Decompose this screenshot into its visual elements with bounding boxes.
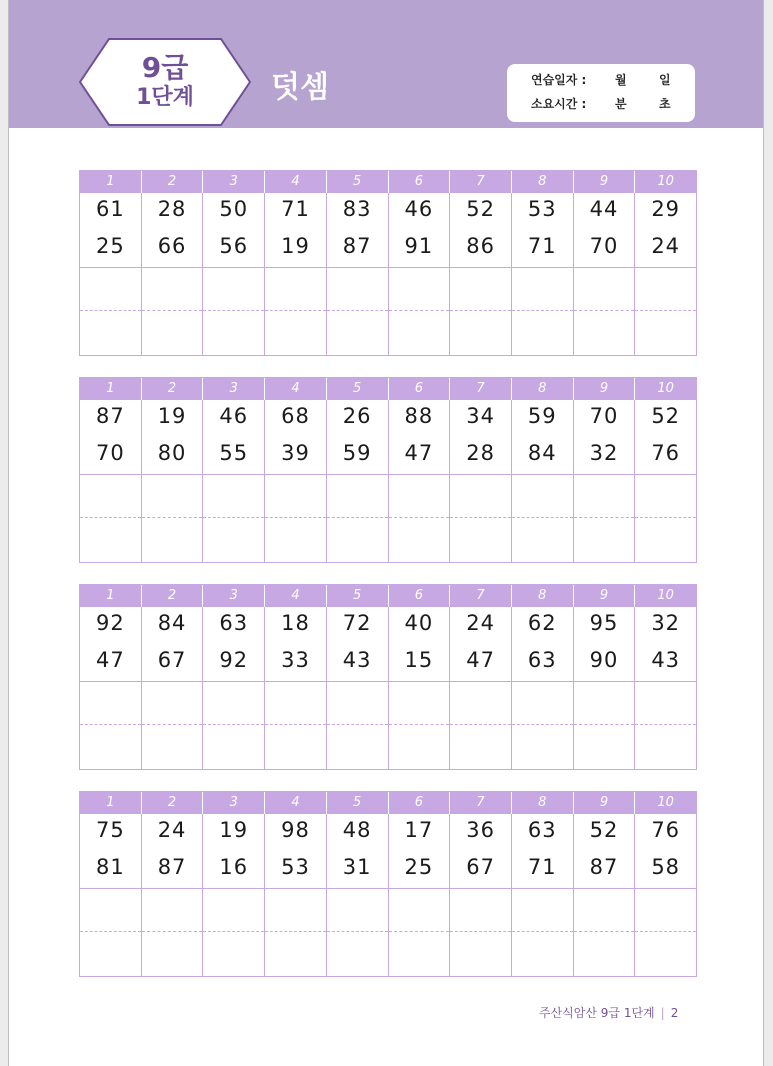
column-number: 9 (574, 171, 636, 193)
addend-value: 24 (157, 818, 187, 842)
column-number: 3 (203, 171, 265, 193)
addend-value: 53 (527, 197, 557, 221)
drill-table (79, 170, 697, 356)
answer-box[interactable] (450, 681, 511, 725)
addend-value: 70 (589, 234, 619, 258)
answer-box[interactable] (574, 474, 635, 518)
problem-column (574, 607, 636, 769)
addend-value: 40 (404, 611, 434, 635)
addend-value: 32 (589, 441, 619, 465)
problem-column (635, 814, 696, 976)
problem-column (203, 400, 265, 562)
answer-box[interactable] (450, 474, 511, 518)
column-number-row (80, 171, 696, 193)
addend-value: 47 (95, 648, 125, 672)
answer-box[interactable] (574, 267, 635, 311)
problem-column (574, 193, 636, 355)
addend-value: 25 (404, 855, 434, 879)
answer-box[interactable] (389, 681, 450, 725)
problem-column (265, 814, 327, 976)
problem-column (203, 814, 265, 976)
addend-value: 17 (404, 818, 434, 842)
addend-value: 71 (281, 197, 310, 221)
column-number: 2 (142, 792, 204, 814)
addend-value: 26 (342, 404, 372, 428)
column-number: 6 (389, 585, 451, 607)
answer-box[interactable] (389, 474, 450, 518)
addend-value: 59 (342, 441, 372, 465)
column-number: 10 (657, 381, 674, 396)
addend-value: 67 (157, 648, 187, 672)
column-number: 8 (512, 792, 574, 814)
answer-box[interactable] (574, 888, 635, 932)
answer-box[interactable] (512, 888, 573, 932)
drill-body (80, 814, 696, 976)
answer-box[interactable] (142, 888, 203, 932)
column-number: 5 (327, 171, 389, 193)
column-number-row (80, 378, 696, 400)
problem-column (80, 814, 142, 976)
answer-box[interactable] (80, 681, 141, 725)
problem-column (450, 607, 512, 769)
addend-value: 71 (527, 234, 557, 258)
addend-value: 52 (589, 818, 619, 842)
addend-value: 59 (527, 404, 557, 428)
addend-value: 25 (95, 234, 125, 258)
addend-value: 92 (95, 611, 125, 635)
addend-value: 63 (219, 611, 249, 635)
problem-column (142, 400, 204, 562)
elapsed-time-label: 소요시간 : (531, 97, 587, 111)
addend-value: 31 (342, 855, 372, 879)
addend-value: 84 (527, 441, 557, 465)
addend-value: 87 (342, 234, 372, 258)
column-number: 8 (512, 585, 574, 607)
stage-label: 1단계 (136, 85, 194, 110)
addend-value: 47 (466, 648, 495, 672)
column-number: 10 (657, 174, 674, 189)
addend-value: 19 (219, 818, 249, 842)
column-number: 8 (512, 171, 574, 193)
answer-box[interactable] (265, 888, 326, 932)
problem-column (327, 400, 389, 562)
page-title: 덧셈 (271, 70, 329, 105)
column-number: 6 (389, 378, 451, 400)
answer-box[interactable] (327, 474, 388, 518)
problem-column (635, 193, 696, 355)
addend-value: 92 (219, 648, 249, 672)
addend-value: 95 (589, 611, 619, 635)
elapsed-time-row (507, 95, 695, 115)
column-number: 3 (203, 378, 265, 400)
answer-box[interactable] (635, 888, 696, 932)
answer-box[interactable] (327, 267, 388, 311)
addend-value: 72 (342, 611, 372, 635)
addend-value: 87 (95, 404, 125, 428)
answer-box[interactable] (327, 888, 388, 932)
addend-value: 58 (651, 855, 681, 879)
answer-box[interactable] (142, 474, 203, 518)
column-number: 5 (327, 378, 389, 400)
column-number: 1 (80, 171, 142, 193)
addend-value: 43 (342, 648, 372, 672)
column-number: 10 (657, 588, 674, 603)
level-label: 9급 (141, 51, 189, 84)
practice-date-label: 연습일자 : (531, 73, 587, 87)
problem-column (80, 193, 142, 355)
problem-column (80, 400, 142, 562)
addend-value: 46 (219, 404, 249, 428)
addend-value: 52 (466, 197, 495, 221)
problem-column (512, 400, 574, 562)
addend-value: 28 (157, 197, 187, 221)
answer-box[interactable] (389, 888, 450, 932)
column-number: 7 (450, 585, 512, 607)
addend-value: 39 (281, 441, 310, 465)
column-number: 1 (80, 792, 142, 814)
answer-box[interactable] (574, 681, 635, 725)
problem-column (327, 607, 389, 769)
addend-value: 75 (95, 818, 125, 842)
addend-value: 29 (651, 197, 681, 221)
problem-column (142, 193, 204, 355)
problem-column (327, 193, 389, 355)
answer-box[interactable] (80, 888, 141, 932)
practice-date-row (507, 71, 695, 91)
problem-column (265, 400, 327, 562)
column-number: 6 (389, 792, 451, 814)
addend-value: 67 (466, 855, 495, 879)
column-number: 2 (142, 585, 204, 607)
drill-table (79, 584, 697, 770)
second-unit: 초 (659, 97, 671, 111)
addend-value: 91 (404, 234, 434, 258)
addend-value: 87 (589, 855, 619, 879)
column-number: 9 (574, 585, 636, 607)
problem-column (450, 400, 512, 562)
drill-table (79, 377, 697, 563)
addend-value: 84 (157, 611, 187, 635)
addend-value: 83 (342, 197, 372, 221)
column-number: 3 (203, 585, 265, 607)
column-number: 7 (450, 792, 512, 814)
column-number: 4 (265, 792, 327, 814)
answer-box[interactable] (327, 681, 388, 725)
answer-box[interactable] (203, 681, 264, 725)
addend-value: 55 (219, 441, 249, 465)
answer-box[interactable] (203, 888, 264, 932)
addend-value: 46 (404, 197, 434, 221)
column-number-row (80, 585, 696, 607)
column-number: 7 (450, 171, 512, 193)
answer-box[interactable] (512, 474, 573, 518)
addend-value: 63 (527, 648, 557, 672)
addend-value: 80 (157, 441, 187, 465)
minute-unit: 분 (615, 97, 627, 111)
footer-separator: | (660, 1006, 665, 1020)
problem-column (635, 400, 696, 562)
column-number: 9 (574, 378, 636, 400)
column-number: 3 (203, 792, 265, 814)
answer-box[interactable] (635, 681, 696, 725)
addend-value: 68 (281, 404, 310, 428)
column-number: 1 (80, 378, 142, 400)
addend-value: 34 (466, 404, 495, 428)
column-number: 10 (657, 795, 674, 810)
problem-column (203, 607, 265, 769)
footer-page-number: 2 (670, 1006, 679, 1020)
problem-column (574, 400, 636, 562)
problem-column (389, 400, 451, 562)
footer-book-title: 주산식암산 9급 1단계 (539, 1006, 655, 1020)
addend-value: 88 (404, 404, 434, 428)
problem-column (574, 814, 636, 976)
addend-value: 63 (527, 818, 557, 842)
addend-value: 28 (466, 441, 495, 465)
problem-column (327, 814, 389, 976)
answer-box[interactable] (512, 267, 573, 311)
problem-column (512, 814, 574, 976)
problem-column (450, 814, 512, 976)
addend-value: 19 (157, 404, 187, 428)
answer-box[interactable] (265, 474, 326, 518)
answer-box[interactable] (203, 267, 264, 311)
column-number: 9 (574, 792, 636, 814)
answer-box[interactable] (450, 267, 511, 311)
problem-column (512, 607, 574, 769)
addend-value: 70 (95, 441, 125, 465)
column-number: 2 (142, 171, 204, 193)
column-number-row (80, 792, 696, 814)
addend-value: 61 (95, 197, 125, 221)
problem-column (142, 607, 204, 769)
addend-value: 16 (219, 855, 249, 879)
column-number: 8 (512, 378, 574, 400)
problem-column (265, 193, 327, 355)
problem-column (389, 607, 451, 769)
answer-box[interactable] (80, 267, 141, 311)
problem-column (512, 193, 574, 355)
answer-box[interactable] (635, 267, 696, 311)
answer-box[interactable] (512, 681, 573, 725)
problem-column (265, 607, 327, 769)
addend-value: 32 (651, 611, 681, 635)
addend-value: 53 (281, 855, 310, 879)
column-number: 4 (265, 378, 327, 400)
drill-body (80, 193, 696, 355)
addend-value: 33 (281, 648, 310, 672)
problem-column (80, 607, 142, 769)
worksheet-page (8, 0, 764, 1066)
column-number: 6 (389, 171, 451, 193)
addend-value: 52 (651, 404, 681, 428)
addend-value: 19 (281, 234, 310, 258)
column-number: 7 (450, 378, 512, 400)
addend-value: 56 (219, 234, 249, 258)
answer-box[interactable] (450, 888, 511, 932)
addend-value: 76 (651, 441, 681, 465)
problem-column (203, 193, 265, 355)
column-number: 2 (142, 378, 204, 400)
problem-column (635, 607, 696, 769)
drill-table (79, 791, 697, 977)
addend-value: 76 (651, 818, 681, 842)
addend-value: 66 (157, 234, 187, 258)
addend-value: 24 (466, 611, 495, 635)
addend-value: 36 (466, 818, 495, 842)
practice-info-box (507, 64, 695, 122)
day-unit: 일 (659, 73, 671, 87)
answer-box[interactable] (265, 267, 326, 311)
page-footer (539, 1004, 678, 1021)
addend-value: 70 (589, 404, 619, 428)
addend-value: 44 (589, 197, 619, 221)
column-number: 5 (327, 585, 389, 607)
addend-value: 87 (157, 855, 187, 879)
addend-value: 48 (342, 818, 372, 842)
addend-value: 71 (527, 855, 557, 879)
column-number: 4 (265, 585, 327, 607)
drill-body (80, 607, 696, 769)
answer-box[interactable] (635, 474, 696, 518)
month-unit: 월 (615, 73, 627, 87)
answer-box[interactable] (203, 474, 264, 518)
addend-value: 62 (527, 611, 557, 635)
problem-column (389, 814, 451, 976)
problem-column (389, 193, 451, 355)
problem-column (450, 193, 512, 355)
addend-value: 90 (589, 648, 619, 672)
addend-value: 81 (95, 855, 125, 879)
addend-value: 98 (281, 818, 310, 842)
answer-box[interactable] (142, 681, 203, 725)
drill-body (80, 400, 696, 562)
addend-value: 47 (404, 441, 434, 465)
answer-box[interactable] (80, 474, 141, 518)
level-badge (79, 38, 251, 126)
problem-column (142, 814, 204, 976)
answer-box[interactable] (389, 267, 450, 311)
column-number: 4 (265, 171, 327, 193)
addend-value: 15 (404, 648, 434, 672)
column-number: 5 (327, 792, 389, 814)
addend-value: 50 (219, 197, 249, 221)
addend-value: 43 (651, 648, 681, 672)
addend-value: 18 (281, 611, 310, 635)
addend-value: 86 (466, 234, 495, 258)
answer-box[interactable] (142, 267, 203, 311)
column-number: 1 (80, 585, 142, 607)
answer-box[interactable] (265, 681, 326, 725)
addend-value: 24 (651, 234, 681, 258)
